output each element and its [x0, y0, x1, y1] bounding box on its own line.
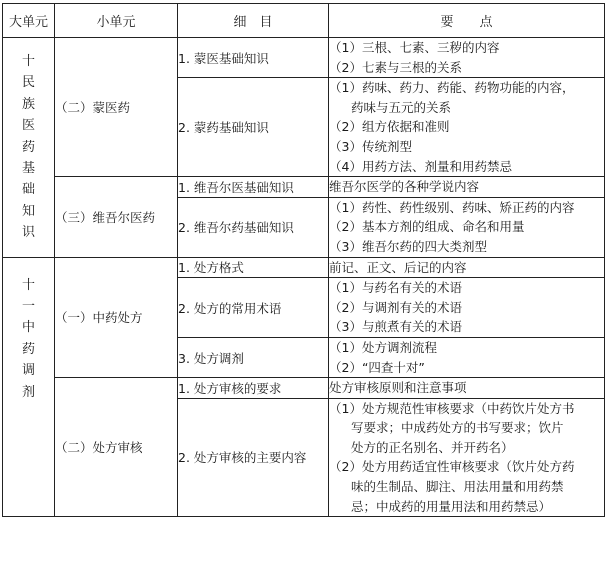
point-line: （1）药性、药性级别、药味、矫正药的内容	[329, 199, 575, 215]
minor-unit-cell: （二）处方审核	[55, 378, 178, 517]
header-row	[3, 4, 605, 38]
point-line: 维吾尔医学的各种学说内容	[329, 179, 480, 195]
header-minor-unit: 小单元	[55, 4, 178, 38]
header-item: 细 目	[178, 4, 329, 38]
minor-unit-cell: （三）维吾尔医药	[55, 177, 178, 257]
point-line: （1）三根、七素、三秽的内容	[329, 40, 500, 55]
point-line: （2）基本方剂的组成、命名和用量	[329, 219, 525, 235]
point-line: 前记、正文、后记的内容	[329, 259, 467, 275]
points-cell	[329, 197, 605, 257]
syllabus-table	[2, 3, 605, 517]
item-cell: 1. 处方审核的要求	[178, 378, 329, 399]
item-cell: 1. 维吾尔医基础知识	[178, 177, 329, 198]
header-key-points: 要 点	[329, 4, 605, 38]
header-major-unit: 大单元	[3, 4, 55, 38]
point-line: 写要求；中成药处方的书写要求；饮片	[351, 420, 564, 436]
point-line: （1）与药名有关的术语	[329, 280, 462, 296]
points-cell	[329, 257, 605, 278]
points-cell	[329, 38, 605, 78]
major-unit-cell	[3, 38, 55, 258]
major-unit-cell	[3, 257, 55, 517]
point-line: （2）组方依据和准则	[329, 119, 450, 135]
major-unit-label: 十一 中药调剂	[21, 277, 35, 400]
item-cell: 1. 处方格式	[178, 257, 329, 278]
point-line: （1）药味、药力、药能、药物功能的内容，	[329, 80, 575, 96]
minor-unit-cell: （一）中药处方	[55, 257, 178, 378]
table-row	[3, 177, 605, 198]
item-cell: 2. 维吾尔药基础知识	[178, 197, 329, 257]
point-line: （2）“四查十对”	[329, 359, 425, 375]
point-line: 药味与五元的关系	[351, 99, 452, 115]
points-cell	[329, 78, 605, 177]
points-cell	[329, 177, 605, 198]
item-cell: 1. 蒙医基础知识	[178, 38, 329, 78]
point-line: （3）维吾尔药的四大类剂型	[329, 238, 487, 254]
point-line: （4）用药方法、剂量和用药禁忌	[329, 158, 512, 174]
point-line: （1）处方调剂流程	[329, 339, 437, 355]
point-line: （3）与煎煮有关的术语	[329, 319, 462, 335]
item-cell: 2. 蒙药基础知识	[178, 78, 329, 177]
point-line: 味的生制品、脚注、用法用量和用药禁	[351, 479, 564, 495]
points-cell	[329, 378, 605, 399]
point-line: 处方审核原则和注意事项	[329, 380, 467, 396]
points-cell	[329, 337, 605, 377]
item-cell: 2. 处方审核的主要内容	[178, 398, 329, 517]
table-row	[3, 378, 605, 399]
point-line: （2）与调剂有关的术语	[329, 299, 462, 315]
item-cell: 3. 处方调剂	[178, 337, 329, 377]
table-row	[3, 38, 605, 78]
point-line: 忌；中成药的用量用法和用药禁忌）	[351, 498, 552, 514]
points-cell	[329, 398, 605, 517]
table-row	[3, 257, 605, 278]
points-cell	[329, 278, 605, 338]
major-unit-label: 十 民族医药基础知识	[21, 53, 35, 241]
minor-unit-cell: （二）蒙医药	[55, 38, 178, 177]
item-cell: 2. 处方的常用术语	[178, 278, 329, 338]
point-line: 处方的正名别名、并开药名）	[351, 439, 514, 455]
point-line: （2）七素与三根的关系	[329, 59, 462, 75]
point-line: （2）处方用药适宜性审核要求（饮片处方药	[329, 459, 575, 475]
point-line: （1）处方规范性审核要求（中药饮片处方书	[329, 400, 575, 416]
point-line: （3）传统剂型	[329, 138, 412, 154]
